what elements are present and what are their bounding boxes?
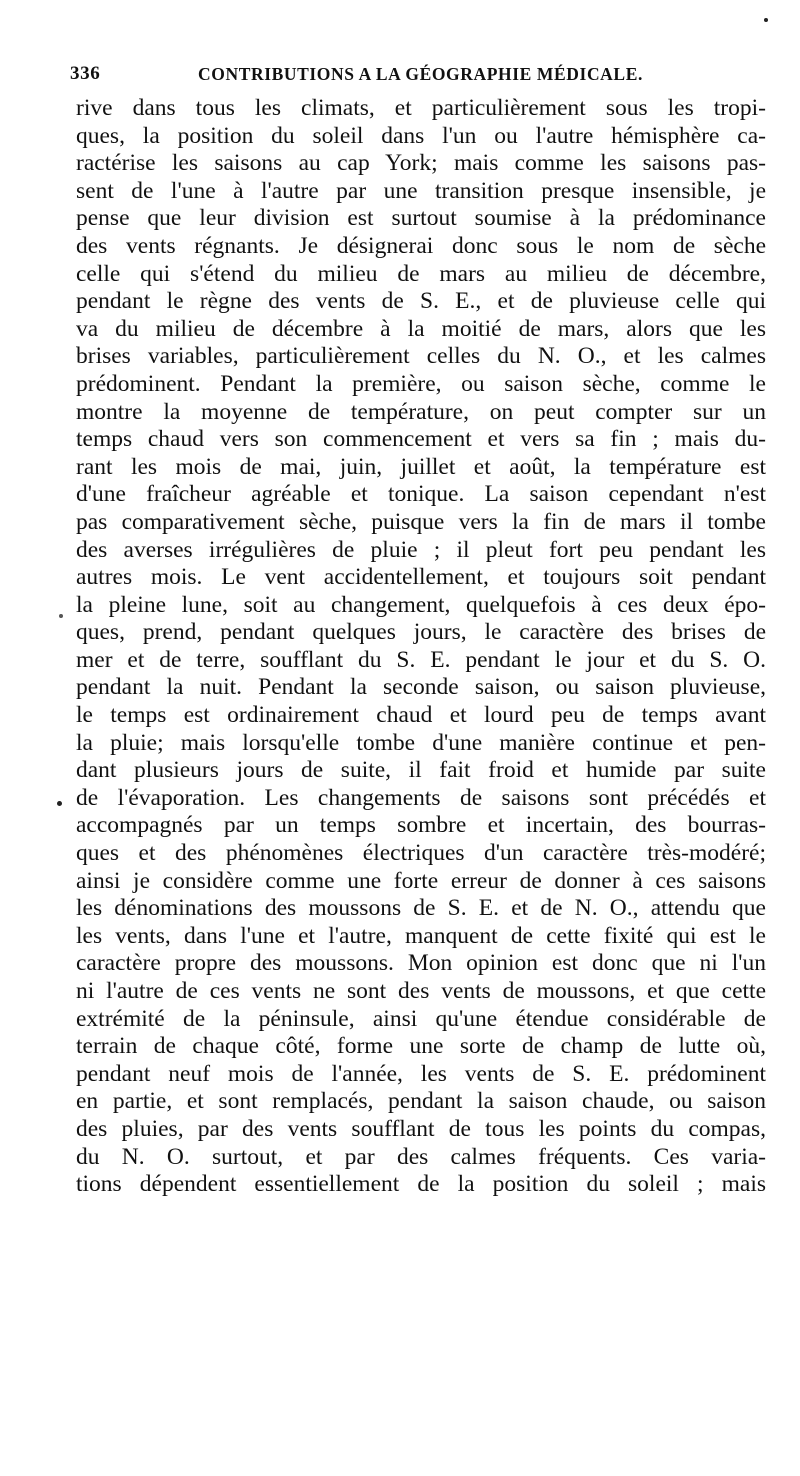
text-line: pendant neuf mois de l'année, les vents de S. E. prédominent: [76, 1060, 766, 1087]
body-paragraph: [76, 95, 766, 1199]
text-line: les vents, dans l'une et l'autre, manquent de cette fixité qui est le: [76, 922, 766, 949]
text-line: prédominent. Pendant la première, ou saison sèche, comme le: [76, 370, 766, 397]
text-line: tions dépendent essentiellement de la position du soleil ; mais: [76, 1171, 766, 1198]
text-line: de l'évaporation. Les changements de saisons sont précédés et: [76, 784, 766, 811]
text-line: ni l'autre de ces vents ne sont des vents de moussons, et que cette: [76, 978, 766, 1004]
text-line: mer et de terre, soufflant du S. E. pendant le jour et du S. O.: [76, 646, 766, 673]
margin-speck: [59, 614, 63, 618]
text-line: pas comparativement sèche, puisque vers la fin de mars il tombe: [76, 508, 766, 535]
margin-speck: [57, 801, 62, 806]
text-line: la pleine lune, soit au changement, quelquefois à ces deux épo-: [76, 591, 766, 618]
running-title: CONTRIBUTIONS A LA GÉOGRAPHIE MÉDICALE.: [198, 64, 643, 84]
text-line: montre la moyenne de température, on peut compter sur un: [76, 398, 766, 425]
text-line: pendant le règne des vents de S. E., et de pluvieuse celle qui: [76, 288, 766, 315]
page-number: 336: [70, 63, 101, 84]
text-line: ques, la position du soleil dans l'un ou l'autre hémisphère ca-: [76, 122, 766, 149]
text-line: rive dans tous les climats, et particulièrement sous les tropi-: [76, 95, 766, 121]
text-line: autres mois. Le vent accidentellement, et toujours soit pendant: [76, 564, 766, 591]
text-line: brises variables, particulièrement celles du N. O., et les calmes: [76, 343, 766, 370]
text-line: terrain de chaque côté, forme une sorte de champ de lutte où,: [76, 1033, 766, 1060]
text-line: les dénominations des moussons de S. E. et de N. O., attendu que: [76, 895, 766, 922]
text-line: rant les mois de mai, juin, juillet et août, la température est: [76, 453, 766, 480]
text-line: des averses irrégulières de pluie ; il pleut fort peu pendant les: [76, 536, 766, 563]
text-line: ques et des phénomènes électriques d'un caractère très-modéré;: [76, 840, 766, 867]
text-line: sent de l'une à l'autre par une transition presque insensible, je: [76, 177, 766, 204]
text-line: temps chaud vers son commencement et vers sa fin ; mais du-: [76, 426, 766, 453]
text-line: ainsi je considère comme une forte erreur de donner à ces saisons: [76, 867, 766, 894]
text-line: pense que leur division est surtout soumise à la prédominance: [76, 205, 766, 232]
text-line: extrémité de la péninsule, ainsi qu'une étendue considérable de: [76, 1005, 766, 1032]
text-line: des pluies, par des vents soufflant de tous les points du compas,: [76, 1115, 766, 1142]
text-line: du N. O. surtout, et par des calmes fréquents. Ces varia-: [76, 1143, 766, 1170]
text-line: d'une fraîcheur agréable et tonique. La saison cependant n'est: [76, 481, 766, 508]
text-line: dant plusieurs jours de suite, il fait froid et humide par suite: [76, 757, 766, 784]
text-line: pendant la nuit. Pendant la seconde saison, ou saison pluvieuse,: [76, 674, 766, 701]
text-line: accompagnés par un temps sombre et incertain, des bourras-: [76, 812, 766, 839]
text-line: ractérise les saisons au cap York; mais comme les saisons pas-: [76, 150, 766, 177]
text-line: le temps est ordinairement chaud et lourd peu de temps avant: [76, 702, 766, 729]
text-line: celle qui s'étend du milieu de mars au milieu de décembre,: [76, 260, 766, 287]
text-line: des vents régnants. Je désignerai donc sous le nom de sèche: [76, 232, 766, 259]
page-speck: [764, 18, 768, 22]
text-line: caractère propre des moussons. Mon opinion est donc que ni l'un: [76, 950, 766, 977]
page-header: [70, 60, 770, 88]
text-line: en partie, et sont remplacés, pendant la saison chaude, ou saison: [76, 1088, 766, 1115]
text-line: ques, prend, pendant quelques jours, le caractère des brises de: [76, 619, 766, 646]
text-line: la pluie; mais lorsqu'elle tombe d'une manière continue et pen-: [76, 729, 766, 756]
text-line: va du milieu de décembre à la moitié de mars, alors que les: [76, 315, 766, 342]
